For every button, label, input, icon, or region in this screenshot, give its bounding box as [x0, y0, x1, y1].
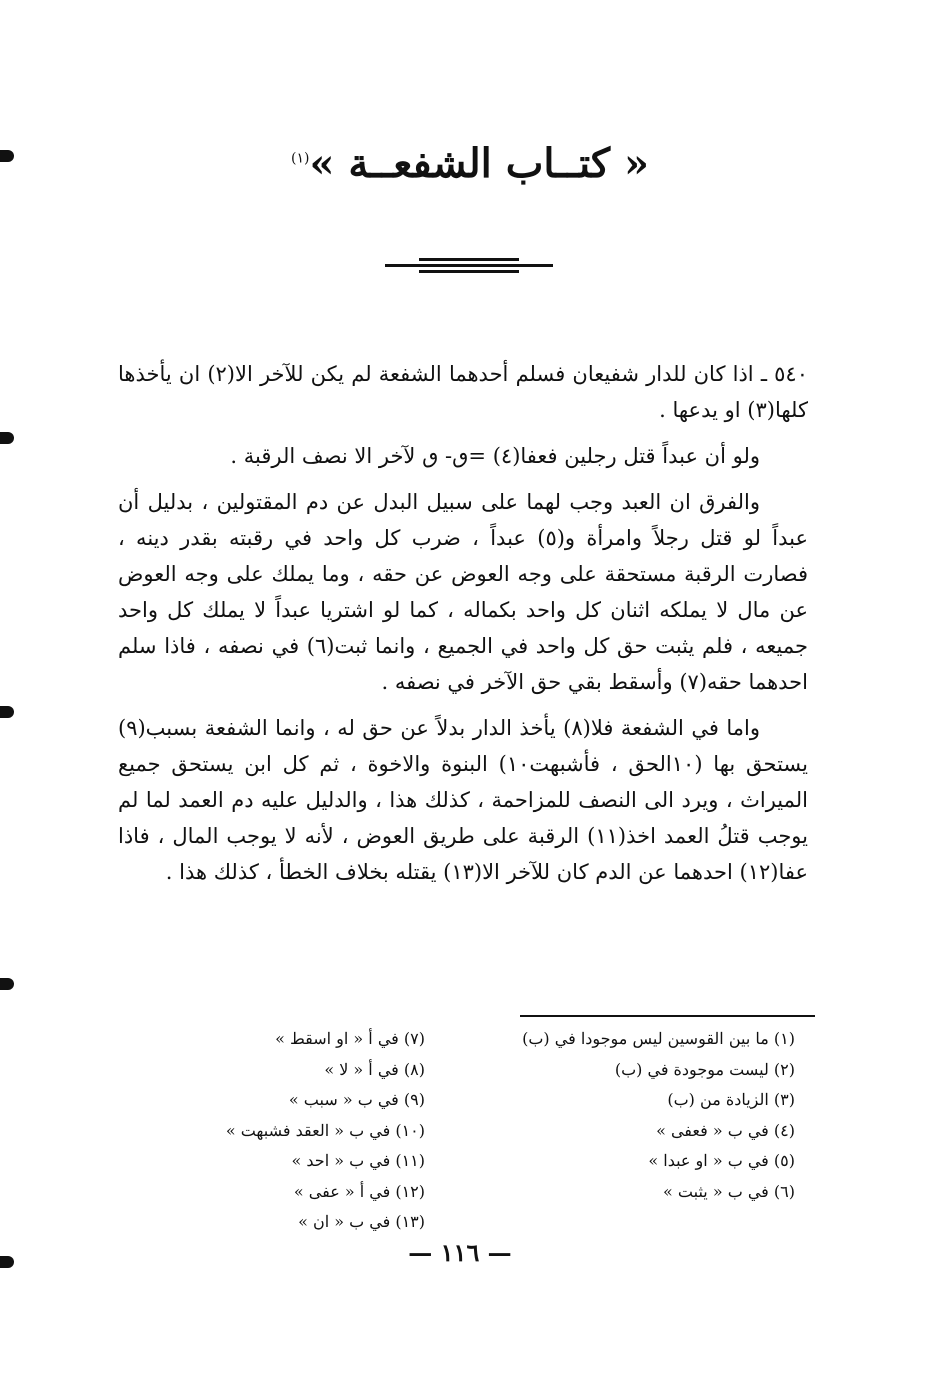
footnote: (١٢) في أ « عفى » [293, 1181, 425, 1201]
scan-edge-mark [0, 432, 14, 444]
chapter-title-text: « كتــاب الشفعــة » [309, 140, 650, 187]
footnote: (٩) في ب « سبب » [288, 1090, 425, 1109]
footnote: (١٠) في ب « العقد فشبهت » [225, 1120, 425, 1140]
footnote: (٢) ليست موجودة في (ب) [614, 1059, 795, 1079]
footnote: (٣) الزيادة من (ب) [667, 1090, 795, 1109]
paragraph: ولو أن عبداً قتل رجلين فعفا(٤) =ٯ- ٯ لآخر الا نصف الرقبة . [230, 444, 760, 468]
footnote: (٥) في ب « او عبدا » [648, 1151, 795, 1170]
footnote: (٤) في ب « فعفى » [656, 1120, 795, 1140]
main-text [118, 356, 808, 900]
page-number: — ١١٦ — [408, 1238, 512, 1267]
paragraph: ٥٤٠ ـ اذا كان للدار شفيعان فسلم أحدهما الشفعة لم يكن للآخر الا(٢) ان يأخذها كلها(٣) او يدعها . [118, 362, 808, 422]
title-ornament [385, 258, 553, 276]
scan-edge-mark [0, 706, 14, 718]
scan-edge-mark [0, 978, 14, 990]
chapter-title [200, 140, 740, 187]
footnote: (١٣) في ب « ان » [298, 1212, 425, 1231]
footnotes-column-left [165, 1024, 425, 1238]
footnote: (٦) في ب « يثبت » [663, 1181, 795, 1201]
paragraph: واما في الشفعة فلا(٨) يأخذ الدار بدلاً عن حق له ، وانما الشفعة بسبب(٩) يستحق بها (١٠الحق ، فأشبهت١٠) البنوة والاخوة ، ثم كل ابن يستحق جميع الميراث ، ويرد الى النصف للمزاحمة ، كذلك هذا ، والدليل عليه دم العمد لما لم يوجب قتلُ العمد اخذ(١١) الرقبة على طريق العوض ، لأنه لا يوجب المال ، فاذا عفا(١٢) احدهما عن الدم كان للآخر الا(١٣) يقتله بخلاف الخطأ ، كذلك هذا . [118, 716, 808, 884]
footnote: (١١) في ب « احد » [291, 1151, 425, 1170]
scan-edge-mark [0, 1256, 14, 1268]
footnote-separator [520, 1015, 815, 1017]
scan-edge-mark [0, 150, 14, 162]
footnote: (١) ما بين القوسين ليس موجودا في (ب) [522, 1029, 795, 1048]
footnotes-column-right [495, 1024, 795, 1207]
footnote: (٧) في أ « او اسقط » [275, 1029, 425, 1048]
title-footnote-ref: (١) [290, 150, 310, 167]
footnote: (٨) في أ « لا » [324, 1059, 425, 1079]
paragraph: والفرق ان العبد وجب لهما على سبيل البدل عن دم المقتولين ، بدليل أن عبداً لو قتل رجلاً وامرأة و(٥) عبداً ، ضرب كل واحد في رقبته بقدر دينه ، فصارت الرقبة مستحقة على وجه العوض عن حقه ، وما يملك على وجه العوض عن مال لا يملكه اثنان كل واحد بكماله ، كما لو اشتريا عبداً لا يملك كل واحد جميعه ، فلم يثبت حق كل واحد في الجميع ، وانما ثبت(٦) في نصفه ، فاذا سلم احدهما حقه(٧) وأسقط بقي حق الآخر في نصفه . [118, 490, 809, 694]
